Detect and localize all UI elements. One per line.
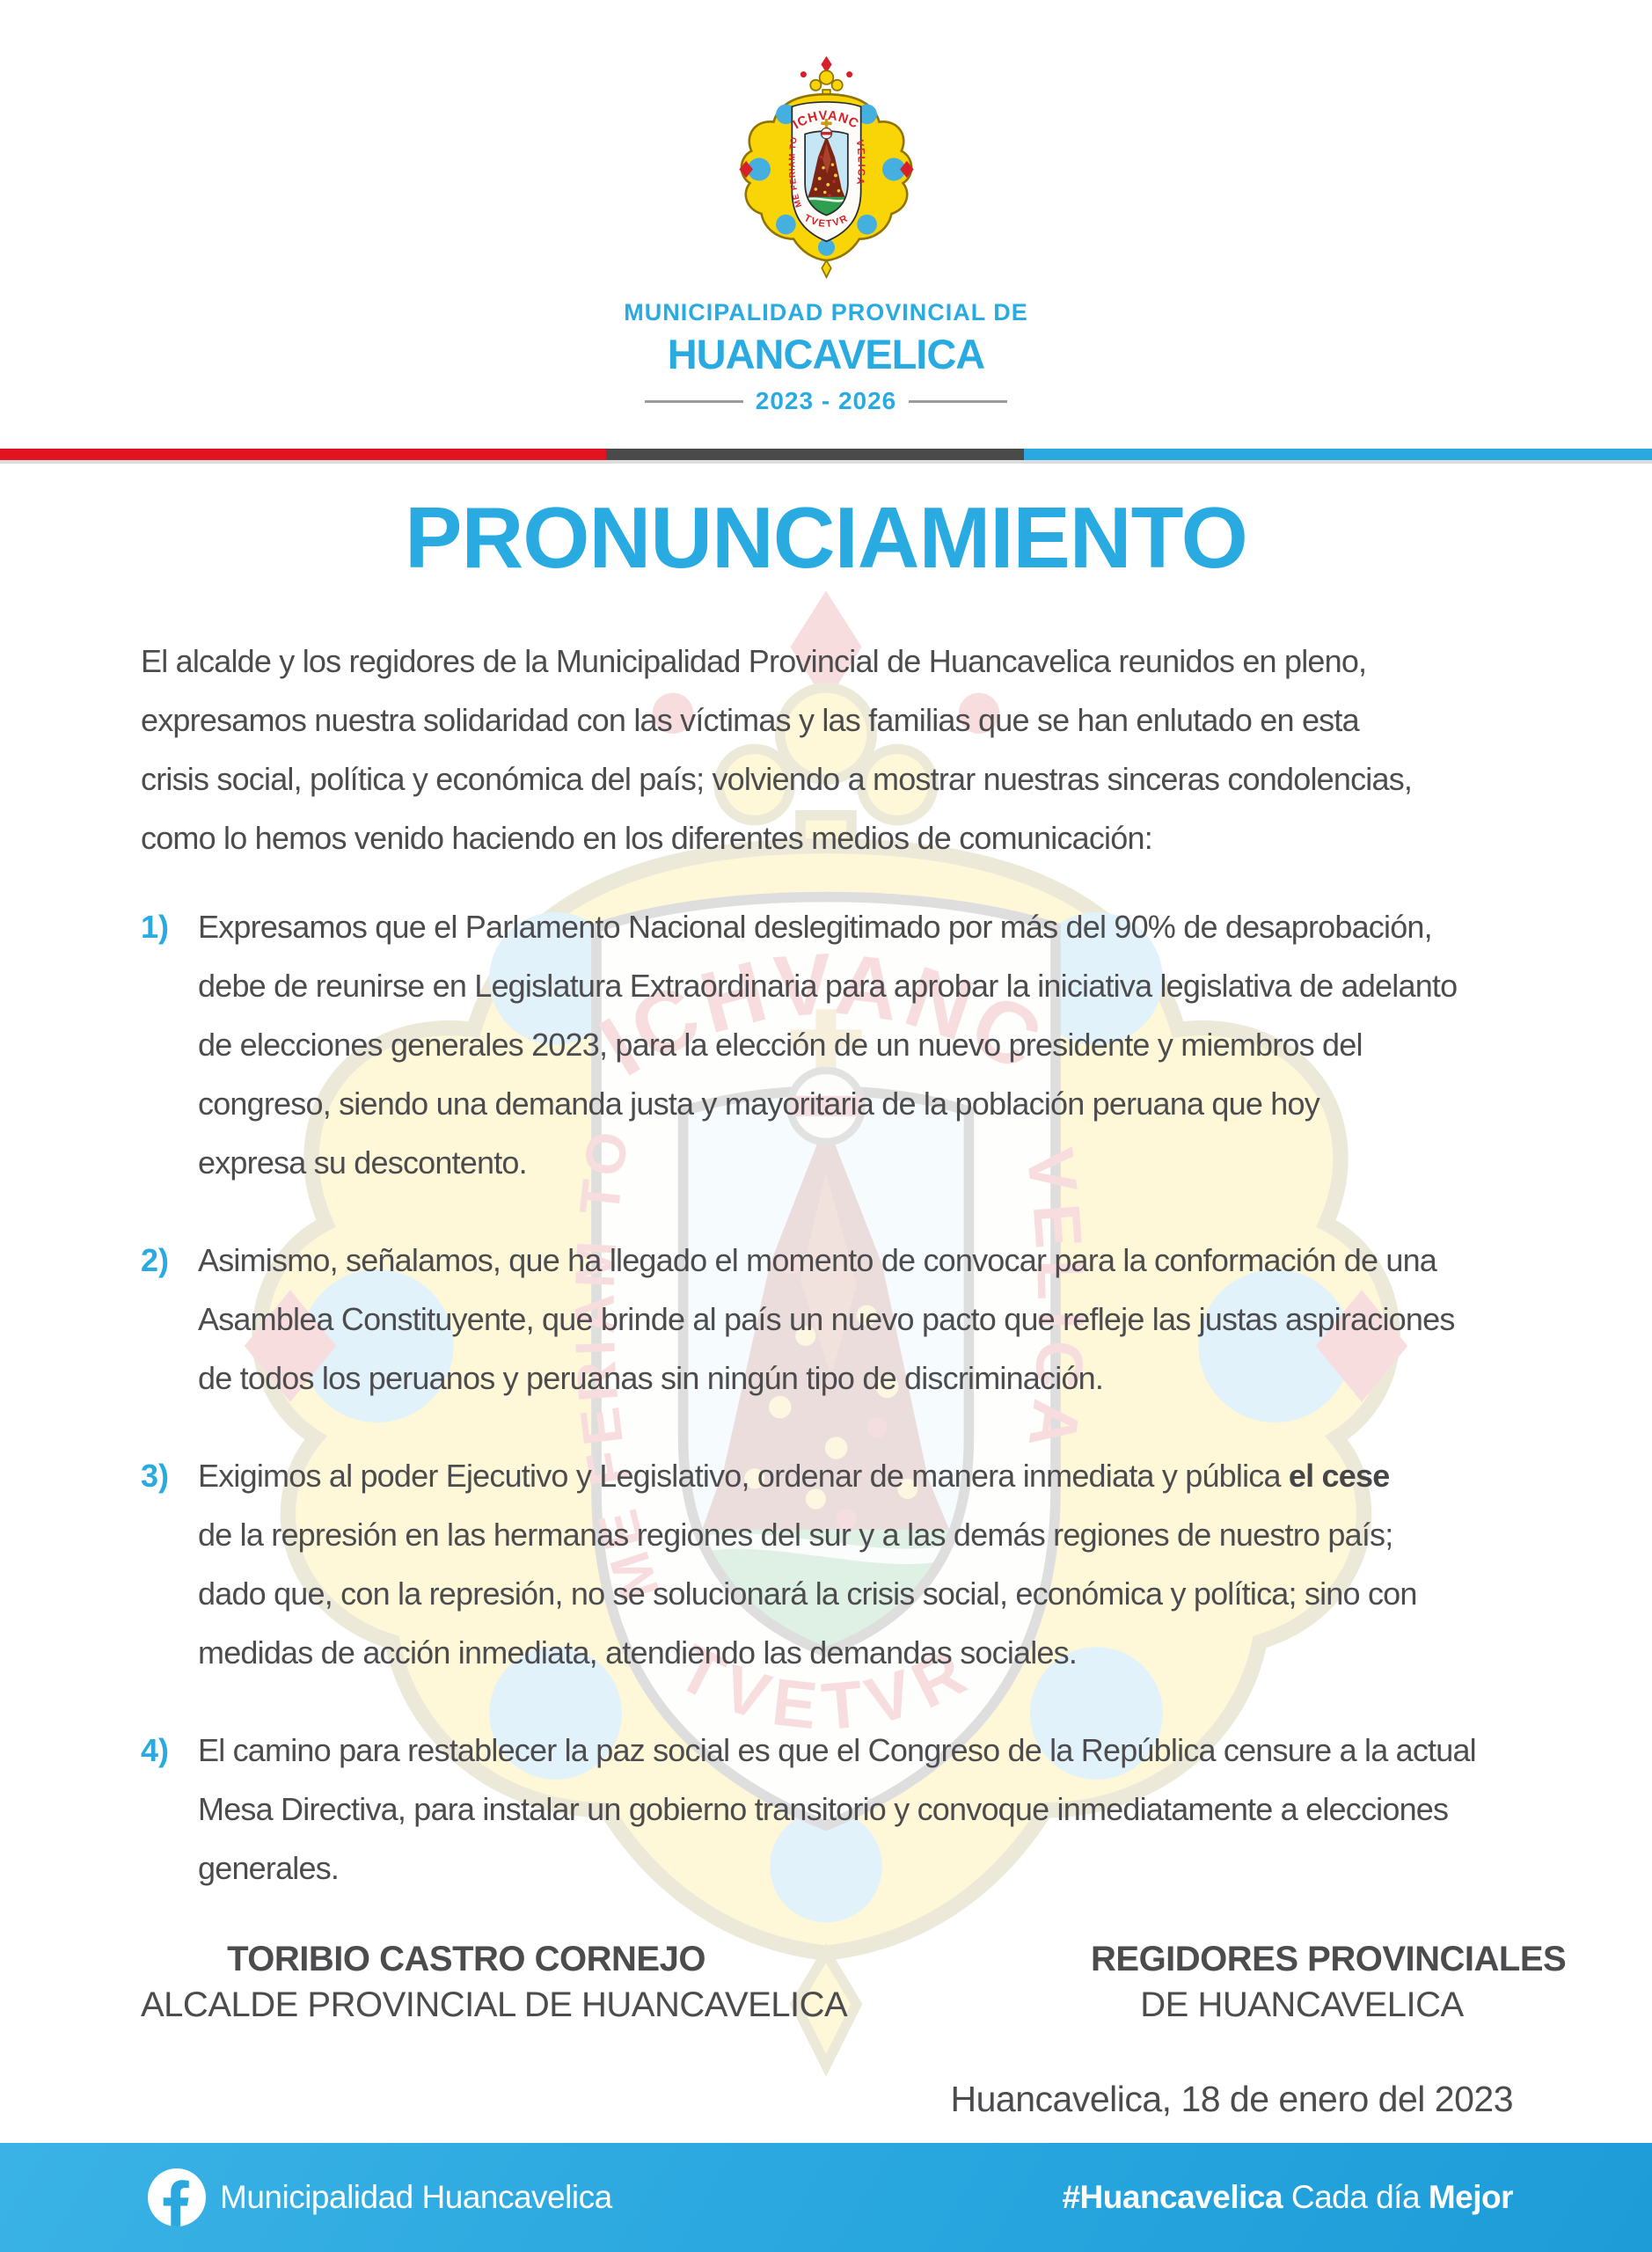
facebook-icon <box>148 2168 206 2226</box>
intro-line: crisis social, política y económica del país; volviendo a mostrar nuestras sinceras condolencias, <box>141 761 1413 797</box>
item-line-bold: el cese <box>1288 1458 1390 1494</box>
footer-hashtag: #Huancavelica <box>1062 2179 1283 2215</box>
item-line: Asimismo, señalamos, que ha llegado el momento de convocar para la conformación de una <box>198 1242 1437 1278</box>
item-line: de la represión en las hermanas regiones del sur y a las demás regiones de nuestro país; <box>198 1517 1393 1553</box>
item-number: 2) <box>141 1242 170 1278</box>
footer-tagline-end: Mejor <box>1428 2179 1513 2215</box>
divider-bar <box>0 449 1652 464</box>
item-line: El camino para restablecer la paz social es que el Congreso de la República censure a la actual <box>198 1732 1476 1768</box>
org-name: HUANCAVELICA <box>667 331 985 377</box>
facebook-group <box>148 2168 612 2226</box>
intro-line: El alcalde y los regidores de la Municipalidad Provincial de Huancavelica reunidos en pleno, <box>141 643 1367 679</box>
item-line: Expresamos que el Parlamento Nacional deslegitimado por más del 90% de desaprobación, <box>198 909 1432 945</box>
item-number: 4) <box>141 1732 170 1768</box>
footer-bar <box>0 2143 1652 2252</box>
signature-title: ALCALDE PROVINCIAL DE HUANCAVELICA <box>141 1985 848 2024</box>
signature-title: DE HUANCAVELICA <box>1140 1985 1464 2024</box>
signature-name: REGIDORES PROVINCIALES <box>1091 1940 1567 1978</box>
item-line: congreso, siendo una demanda justa y mayoritaria de la población peruana que hoy <box>198 1086 1319 1122</box>
item-line: generales. <box>198 1850 340 1886</box>
footer-tagline <box>1062 2179 1513 2216</box>
item-text <box>198 1721 1513 1897</box>
divider-segment-blue <box>1024 449 1652 460</box>
item-text <box>198 1231 1513 1408</box>
intro-line: expresamos nuestra solidaridad con las víctimas y las familias que se han enlutado en esta <box>141 702 1359 738</box>
item-text <box>198 897 1513 1192</box>
item-line: de elecciones generales 2023, para la elección de un nuevo presidente y miembros del <box>198 1027 1363 1063</box>
header <box>0 0 1652 415</box>
divider-segment-red <box>0 449 606 460</box>
period-rule-left <box>645 400 743 403</box>
list-item-1 <box>141 897 1513 1192</box>
footer-tagline-middle: Cada día <box>1283 2179 1429 2215</box>
dateline: Huancavelica, 18 de enero del 2023 <box>950 2079 1513 2119</box>
item-line <box>198 1446 1513 1505</box>
document-body <box>141 632 1567 2120</box>
coat-of-arms <box>727 55 925 284</box>
period-row <box>0 387 1652 415</box>
list-item-4 <box>141 1721 1513 1897</box>
signature-row <box>141 1936 1567 2028</box>
list-item-3 <box>141 1446 1513 1682</box>
document-title: PRONUNCIAMIENTO <box>405 489 1247 586</box>
item-line: debe de reunirse en Legislatura Extraordinaria para aprobar la iniciativa legislativa de adelanto <box>198 968 1458 1004</box>
item-number: 1) <box>141 909 170 945</box>
divider-segment-gray <box>606 449 1024 460</box>
item-line: medidas de acción inmediata, atendiendo las demandas sociales. <box>198 1634 1078 1671</box>
facebook-page-label: Municipalidad Huancavelica <box>220 2179 612 2215</box>
item-line: de todos los peruanos y peruanas sin ningún tipo de discriminación. <box>198 1360 1104 1396</box>
period-rule-right <box>909 400 1007 403</box>
item-number: 3) <box>141 1458 170 1494</box>
org-type-label: MUNICIPALIDAD PROVINCIAL DE <box>624 299 1028 325</box>
signature-name: TORIBIO CASTRO CORNEJO <box>227 1940 705 1978</box>
item-line: dado que, con la represión, no se solucionará la crisis social, económica y política; sino con <box>198 1576 1417 1612</box>
item-line: Mesa Directiva, para instalar un gobierno transitorio y convoque inmediatamente a elecciones <box>198 1791 1449 1827</box>
period-label: 2023 - 2026 <box>755 387 897 414</box>
signature-regidores <box>1091 1936 1567 2028</box>
item-line: Asamblea Constituyente, que brinde al país un nuevo pacto que refleje las justas aspiraciones <box>198 1301 1455 1337</box>
item-text <box>198 1446 1513 1682</box>
list-item-2 <box>141 1231 1513 1408</box>
item-line: expresa su descontento. <box>198 1144 527 1181</box>
signature-alcalde <box>141 1936 848 2028</box>
item-line-regular: Exigimos al poder Ejecutivo y Legislativo, ordenar de manera inmediata y pública <box>198 1458 1289 1494</box>
intro-paragraph <box>141 632 1513 867</box>
intro-line: como lo hemos venido haciendo en los diferentes medios de comunicación: <box>141 820 1152 856</box>
